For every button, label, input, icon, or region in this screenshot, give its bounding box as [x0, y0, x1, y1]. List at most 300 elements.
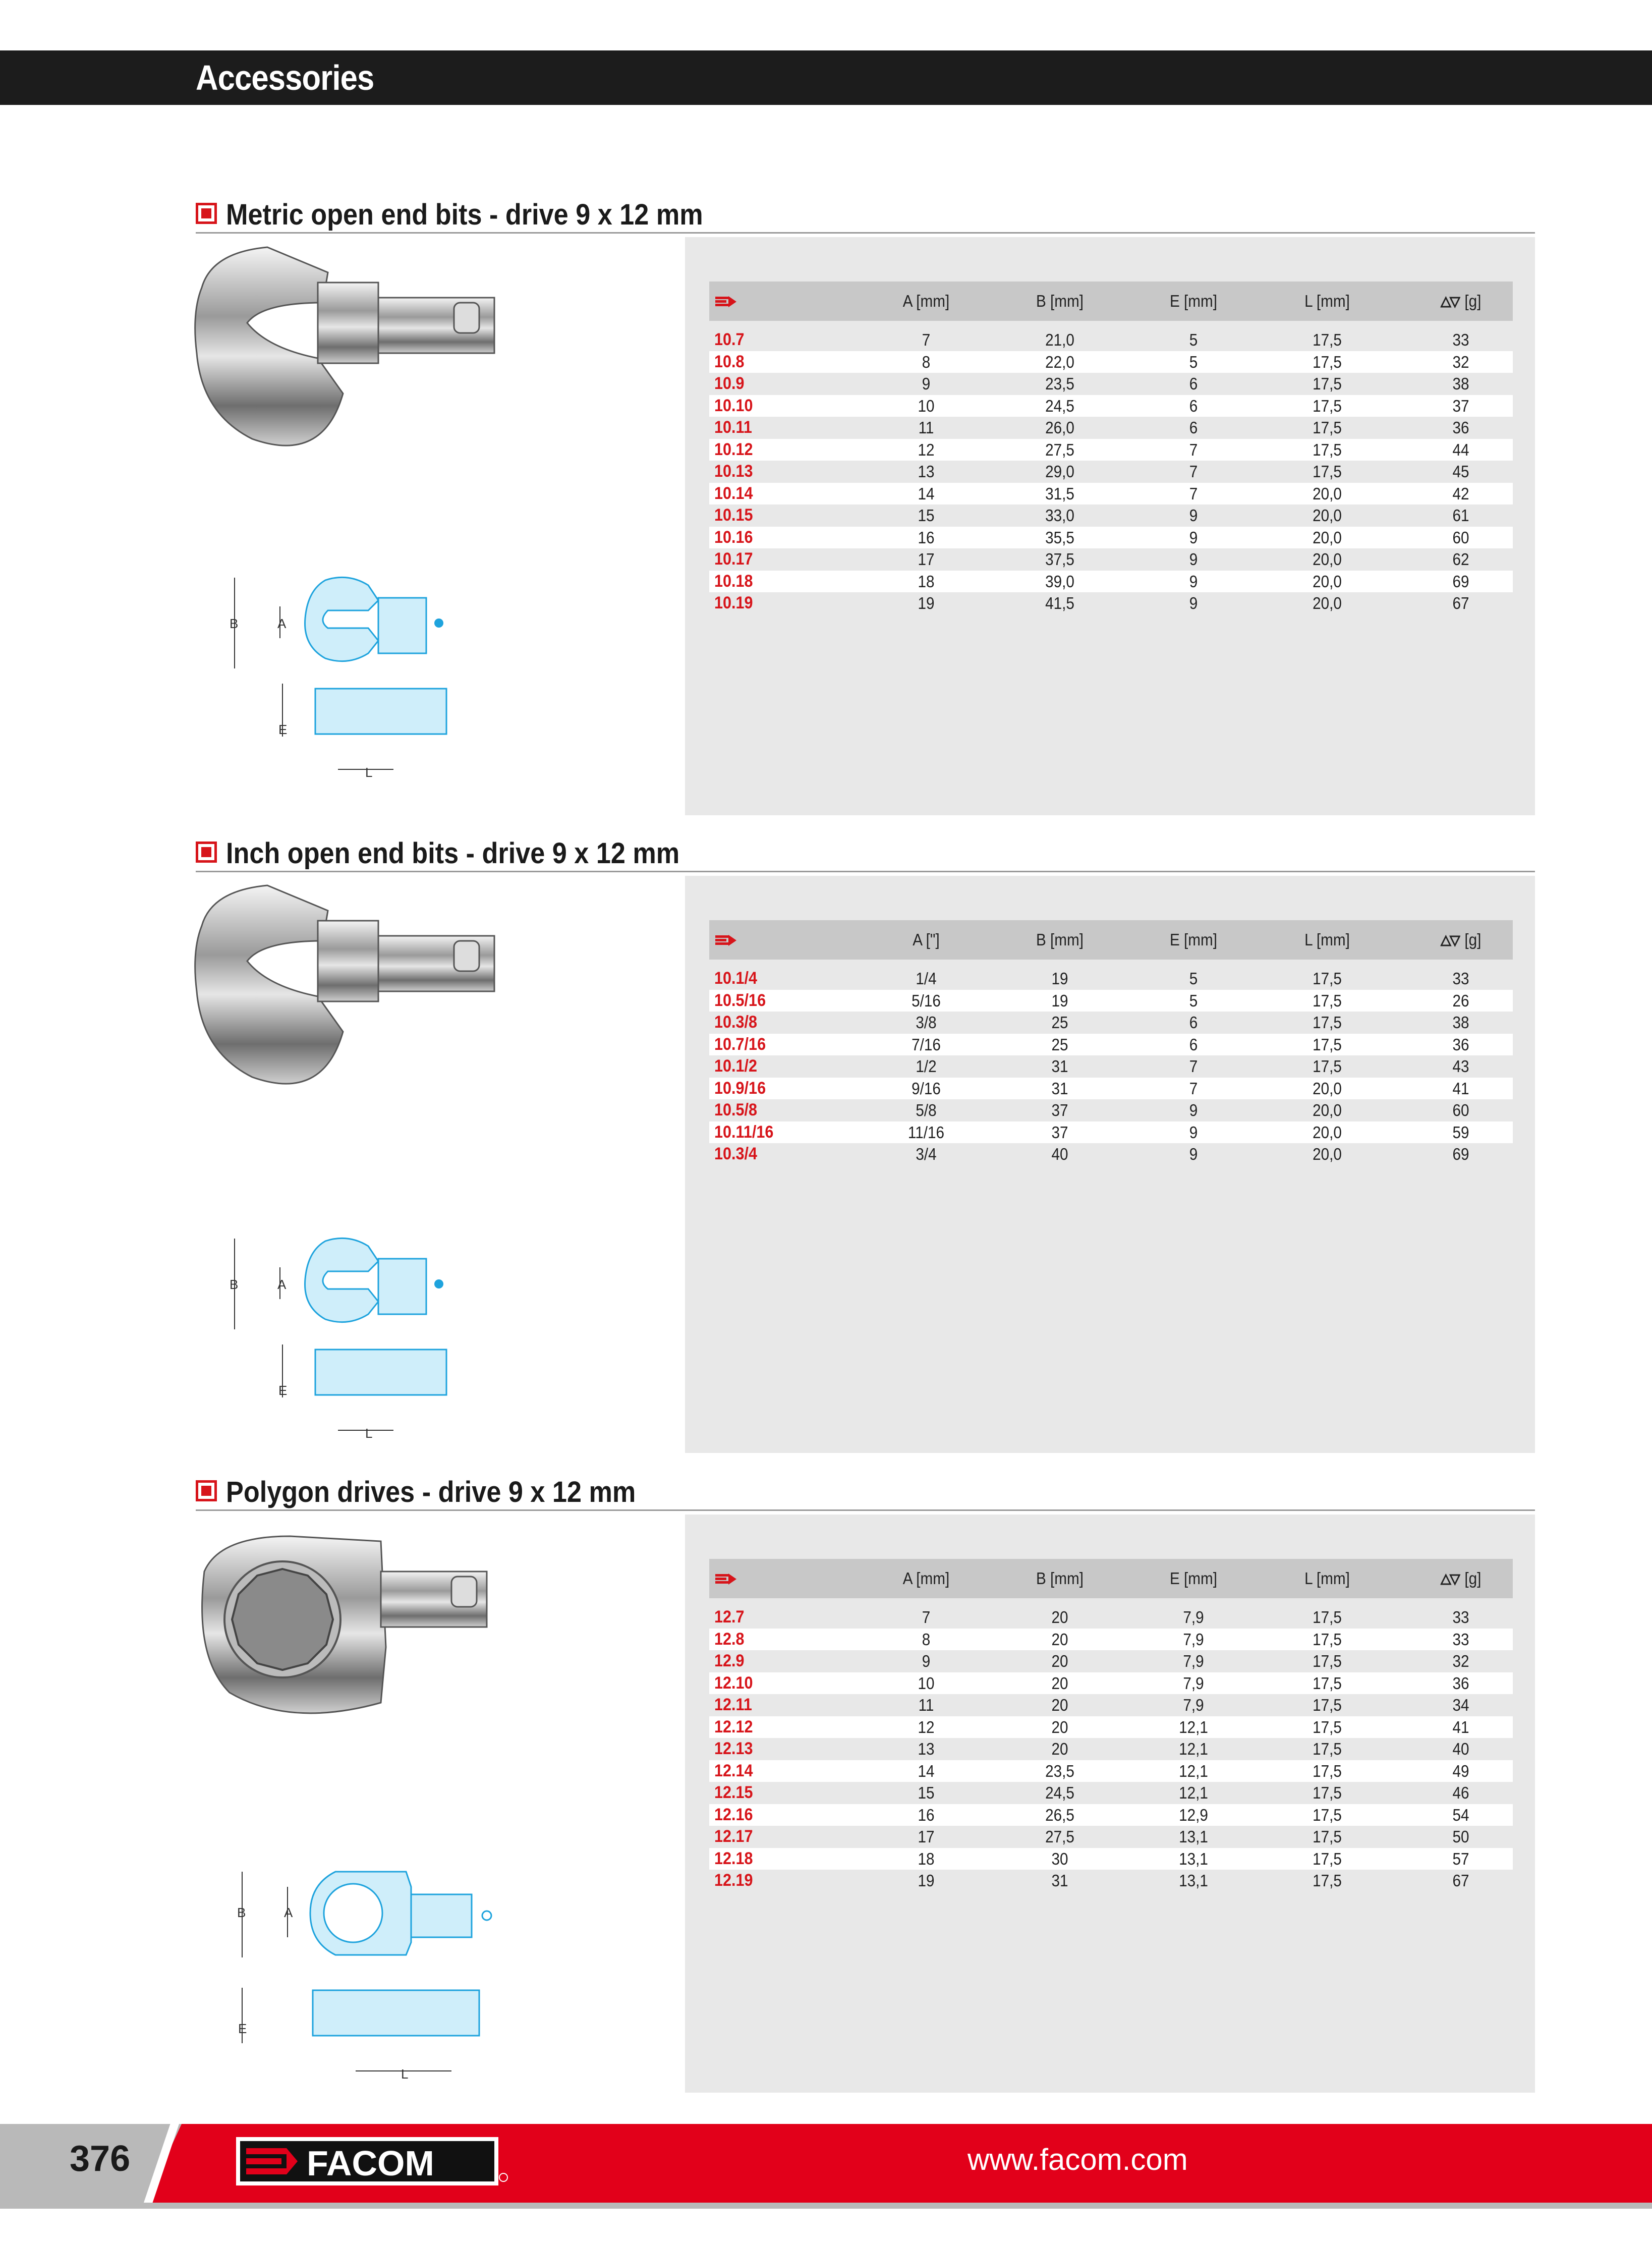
table-row	[709, 1694, 1513, 1716]
column-header: A ["]	[913, 930, 940, 949]
dimension-label-a: A	[284, 1905, 293, 1920]
table-cell: 20,0	[1313, 1123, 1342, 1142]
table-cell: 54	[1452, 1805, 1469, 1824]
table-cell: 7/16	[912, 1035, 941, 1054]
column-header: L [mm]	[1304, 1569, 1350, 1588]
table-row	[709, 1650, 1513, 1672]
product-reference: 12.11	[714, 1695, 752, 1714]
table-cell: 19	[918, 1871, 935, 1890]
table-cell: 20,0	[1313, 550, 1342, 569]
section-title	[196, 835, 1535, 872]
product-reference: 10.10	[714, 396, 753, 415]
product-reference: 12.16	[714, 1805, 753, 1824]
table-cell: 20	[1051, 1630, 1068, 1649]
weight-icon	[1441, 296, 1461, 309]
table-cell: 17,5	[1313, 1783, 1342, 1802]
table-cell: 7	[1189, 462, 1198, 481]
table-row	[709, 1782, 1513, 1804]
table-row	[709, 329, 1513, 351]
table-cell: 9	[1189, 1145, 1198, 1163]
table-cell: 24,5	[1045, 1783, 1074, 1802]
table-row	[709, 1629, 1513, 1651]
table-cell: 33,0	[1045, 506, 1074, 525]
table-cell: 5/16	[912, 991, 941, 1010]
table-cell: 69	[1452, 1145, 1469, 1163]
table-cell: 19	[1051, 991, 1068, 1010]
open-end-dimension-diagram	[217, 570, 479, 787]
table-row	[709, 461, 1513, 483]
table-cell: 14	[918, 484, 935, 503]
product-reference: 10.7/16	[714, 1034, 766, 1054]
table-cell: 14	[918, 1761, 935, 1780]
product-reference: 12.7	[714, 1607, 745, 1627]
table-cell: 6	[1189, 1035, 1198, 1054]
table-row	[709, 1055, 1513, 1078]
table-cell: 12,1	[1179, 1717, 1208, 1736]
table-cell: 37,5	[1045, 550, 1074, 569]
table-row	[709, 483, 1513, 505]
product-reference: 12.13	[714, 1739, 753, 1758]
table-cell: 5	[1189, 969, 1198, 988]
table-cell: 13,1	[1179, 1871, 1208, 1890]
table-cell: 44	[1452, 440, 1469, 459]
table-cell: 20,0	[1313, 572, 1342, 591]
column-header: L [mm]	[1304, 292, 1350, 310]
table-row	[709, 504, 1513, 527]
table-cell: 60	[1452, 1101, 1469, 1119]
table-cell: 17,5	[1313, 440, 1342, 459]
table-cell: 9	[1189, 1123, 1198, 1142]
table-cell: 27,5	[1045, 440, 1074, 459]
column-header	[1415, 282, 1506, 321]
table-cell: 37	[1051, 1101, 1068, 1119]
table-row	[709, 1672, 1513, 1695]
table-row	[709, 1848, 1513, 1870]
column-header-label: [g]	[1460, 930, 1482, 949]
dimension-label-b: B	[230, 1277, 239, 1292]
table-cell: 6	[1189, 374, 1198, 393]
product-reference: 12.18	[714, 1848, 753, 1868]
table-cell: 36	[1452, 418, 1469, 437]
product-reference: 12.19	[714, 1871, 753, 1890]
table-cell: 17,5	[1313, 330, 1342, 349]
table-row	[709, 1606, 1513, 1629]
table-cell: 20	[1051, 1740, 1068, 1758]
table-cell: 17,5	[1313, 1805, 1342, 1824]
table-cell: 29,0	[1045, 462, 1074, 481]
brand-name: FACOM	[307, 2144, 434, 2183]
table-row	[709, 1738, 1513, 1760]
table-cell: 17,5	[1313, 462, 1342, 481]
table-cell: 41	[1452, 1717, 1469, 1736]
table-cell: 10	[918, 396, 935, 415]
table-cell: 32	[1452, 1652, 1469, 1670]
table-row	[709, 527, 1513, 549]
table-cell: 7,9	[1183, 1652, 1204, 1670]
table-cell: 69	[1452, 572, 1469, 591]
table-cell: 1/4	[916, 969, 937, 988]
table-cell: 27,5	[1045, 1827, 1074, 1846]
column-header: B [mm]	[1036, 930, 1084, 949]
table-panel	[685, 1515, 1535, 2093]
table-cell: 31	[1051, 1057, 1068, 1076]
product-reference: 12.12	[714, 1717, 753, 1736]
table-row	[709, 1804, 1513, 1826]
table-cell: 12,1	[1179, 1783, 1208, 1802]
product-reference: 12.9	[714, 1651, 745, 1670]
table-cell: 11	[918, 1696, 934, 1714]
dimension-label-a: A	[277, 1277, 287, 1292]
column-header: A [mm]	[902, 1569, 950, 1588]
table-row	[709, 1826, 1513, 1848]
table-cell: 20,0	[1313, 528, 1342, 547]
table-cell: 12,1	[1179, 1740, 1208, 1758]
table-row	[709, 417, 1513, 439]
spec-table	[709, 1559, 1513, 1892]
table-cell: 43	[1452, 1057, 1469, 1076]
weight-icon	[1441, 934, 1461, 947]
table-cell: 9/16	[912, 1079, 941, 1098]
table-cell: 50	[1452, 1827, 1469, 1846]
dimension-label-l: L	[365, 1426, 373, 1441]
table-cell: 21,0	[1045, 330, 1074, 349]
table-cell: 31	[1051, 1079, 1068, 1098]
product-reference: 10.13	[714, 462, 753, 481]
table-cell: 23,5	[1045, 374, 1074, 393]
table-cell: 34	[1452, 1696, 1469, 1714]
product-reference: 12.14	[714, 1761, 753, 1780]
table-row	[709, 592, 1513, 614]
table-cell: 6	[1189, 1013, 1198, 1032]
column-header	[1415, 1559, 1506, 1598]
table-cell: 17	[918, 550, 935, 569]
section-title-text: Metric open end bits - drive 9 x 12 mm	[226, 198, 703, 231]
section-square-icon	[196, 842, 217, 863]
product-reference: 10.1/4	[714, 969, 758, 988]
table-cell: 25	[1051, 1035, 1068, 1054]
table-cell: 46	[1452, 1783, 1469, 1802]
dimension-label-a: A	[277, 616, 287, 631]
table-cell: 32	[1452, 352, 1469, 371]
dimension-label-e: E	[238, 2021, 247, 2036]
table-cell: 19	[1051, 969, 1068, 988]
table-row	[709, 373, 1513, 395]
table-cell: 5	[1189, 330, 1198, 349]
product-reference: 10.14	[714, 483, 753, 503]
table-cell: 7,9	[1183, 1673, 1204, 1693]
dimension-label-b: B	[237, 1905, 246, 1920]
table-cell: 61	[1452, 506, 1469, 525]
table-cell: 26,5	[1045, 1805, 1074, 1824]
table-cell: 17,5	[1313, 396, 1342, 415]
table-cell: 38	[1452, 374, 1469, 393]
table-cell: 25	[1051, 1013, 1068, 1032]
table-cell: 9	[1189, 1101, 1198, 1119]
weight-icon	[1441, 1573, 1461, 1586]
dimension-label-b: B	[230, 616, 239, 631]
table-cell: 17,5	[1313, 1761, 1342, 1780]
dimension-label-l: L	[401, 2066, 409, 2082]
table-cell: 45	[1452, 462, 1469, 481]
table-cell: 31,5	[1045, 484, 1074, 503]
table-cell: 17,5	[1313, 1849, 1342, 1868]
table-row	[709, 548, 1513, 571]
column-header: B [mm]	[1036, 292, 1084, 310]
table-cell: 7,9	[1183, 1608, 1204, 1627]
table-row	[709, 1143, 1513, 1165]
table-row	[709, 1034, 1513, 1056]
table-cell: 24,5	[1045, 396, 1074, 415]
column-header-label: [g]	[1460, 292, 1482, 310]
column-header-label: [g]	[1460, 1569, 1482, 1588]
table-cell: 30	[1051, 1849, 1068, 1868]
table-cell: 20	[1051, 1717, 1068, 1736]
website-link[interactable]: www.facom.com	[967, 2143, 1188, 2176]
table-cell: 17,5	[1313, 1013, 1342, 1032]
table-cell: 35,5	[1045, 528, 1074, 547]
table-cell: 7	[1189, 484, 1198, 503]
table-cell: 10	[918, 1673, 935, 1693]
product-reference: 10.15	[714, 506, 753, 525]
column-header: B [mm]	[1036, 1569, 1084, 1588]
table-cell: 9	[922, 374, 931, 393]
spec-table	[709, 920, 1513, 1165]
table-row	[709, 439, 1513, 461]
table-cell: 20,0	[1313, 484, 1342, 503]
table-cell: 20	[1051, 1608, 1068, 1627]
table-cell: 17,5	[1313, 418, 1342, 437]
table-cell: 15	[918, 1783, 935, 1802]
page-title: Accessories	[196, 58, 374, 97]
product-reference: 12.10	[714, 1673, 753, 1693]
table-cell: 8	[922, 352, 931, 371]
product-reference: 10.1/2	[714, 1056, 758, 1076]
table-cell: 49	[1452, 1761, 1469, 1780]
table-row	[709, 1099, 1513, 1122]
table-row	[709, 968, 1513, 990]
reference-icon	[715, 295, 738, 308]
table-row	[709, 1760, 1513, 1782]
table-cell: 16	[918, 528, 935, 547]
table-cell: 20,0	[1313, 506, 1342, 525]
table-cell: 20	[1051, 1652, 1068, 1670]
table-cell: 36	[1452, 1673, 1469, 1693]
table-cell: 15	[918, 506, 935, 525]
table-cell: 38	[1452, 1013, 1469, 1032]
table-cell: 40	[1452, 1740, 1469, 1758]
table-cell: 18	[918, 1849, 935, 1868]
table-panel	[685, 237, 1535, 815]
table-cell: 9	[1189, 550, 1198, 569]
table-cell: 1/2	[916, 1057, 937, 1076]
table-cell: 26	[1452, 991, 1469, 1010]
table-cell: 22,0	[1045, 352, 1074, 371]
table-cell: 12	[918, 440, 935, 459]
product-reference: 10.9/16	[714, 1078, 766, 1098]
table-cell: 26,0	[1045, 418, 1074, 437]
table-row	[709, 1012, 1513, 1034]
table-cell: 67	[1452, 594, 1469, 612]
table-cell: 6	[1189, 396, 1198, 415]
table-row	[709, 1870, 1513, 1892]
table-cell: 33	[1452, 969, 1469, 988]
table-cell: 7	[922, 1608, 931, 1627]
table-cell: 67	[1452, 1871, 1469, 1890]
table-cell: 40	[1051, 1145, 1068, 1163]
table-cell: 5/8	[916, 1101, 937, 1119]
table-cell: 9	[1189, 594, 1198, 612]
table-cell: 62	[1452, 550, 1469, 569]
table-cell: 20,0	[1313, 1101, 1342, 1119]
column-header: E [mm]	[1169, 930, 1218, 949]
table-cell: 20,0	[1313, 1079, 1342, 1098]
table-cell: 20,0	[1313, 594, 1342, 612]
table-cell: 17,5	[1313, 1827, 1342, 1846]
table-cell: 11	[918, 418, 934, 437]
table-cell: 17,5	[1313, 352, 1342, 371]
product-reference: 10.18	[714, 571, 753, 591]
section-square-icon	[196, 1480, 217, 1501]
table-cell: 20,0	[1313, 1145, 1342, 1163]
table-cell: 5	[1189, 991, 1198, 1010]
table-cell: 33	[1452, 1608, 1469, 1627]
footer-underline	[0, 2203, 1652, 2209]
column-header: E [mm]	[1169, 1569, 1218, 1588]
table-cell: 6	[1189, 418, 1198, 437]
table-cell: 9	[922, 1652, 931, 1670]
table-cell: 31	[1051, 1871, 1068, 1890]
table-cell: 17	[918, 1827, 935, 1846]
table-cell: 17,5	[1313, 1673, 1342, 1693]
dimension-label-e: E	[278, 1383, 288, 1398]
table-panel	[685, 876, 1535, 1453]
column-header: A [mm]	[902, 292, 950, 310]
table-header	[709, 1559, 1513, 1598]
table-cell: 37	[1452, 396, 1469, 415]
table-header	[709, 920, 1513, 960]
reference-icon	[715, 1573, 738, 1586]
product-reference: 10.5/16	[714, 990, 766, 1010]
table-cell: 9	[1189, 572, 1198, 591]
column-header: L [mm]	[1304, 930, 1350, 949]
product-reference: 10.5/8	[714, 1100, 758, 1119]
inch-open-end-bit-photo	[192, 880, 515, 1123]
table-row	[709, 395, 1513, 417]
polygon-drive-photo	[189, 1526, 512, 1738]
table-cell: 9	[1189, 528, 1198, 547]
table-row	[709, 1122, 1513, 1144]
table-cell: 9	[1189, 506, 1198, 525]
table-cell: 7,9	[1183, 1696, 1204, 1714]
product-reference: 12.8	[714, 1629, 745, 1649]
table-cell: 60	[1452, 528, 1469, 547]
reference-icon	[715, 934, 738, 947]
table-cell: 33	[1452, 1630, 1469, 1649]
table-cell: 7	[1189, 440, 1198, 459]
table-cell: 12,9	[1179, 1805, 1208, 1824]
table-cell: 23,5	[1045, 1761, 1074, 1780]
table-cell: 16	[918, 1805, 935, 1824]
product-reference: 10.19	[714, 593, 753, 612]
table-cell: 3/4	[916, 1145, 937, 1163]
table-cell: 7	[1189, 1079, 1198, 1098]
product-reference: 10.8	[714, 352, 745, 371]
section-title-text: Polygon drives - drive 9 x 12 mm	[226, 1476, 636, 1508]
spec-table	[709, 282, 1513, 614]
table-cell: 37	[1051, 1123, 1068, 1142]
table-cell: 17,5	[1313, 374, 1342, 393]
table-cell: 18	[918, 572, 935, 591]
facom-logo	[236, 2137, 508, 2185]
product-reference: 10.17	[714, 549, 753, 569]
table-cell: 17,5	[1313, 1717, 1342, 1736]
section-title	[196, 1474, 1535, 1511]
open-end-bit-photo	[192, 242, 515, 484]
table-cell: 41	[1452, 1079, 1469, 1098]
table-cell: 13	[918, 462, 935, 481]
table-cell: 17,5	[1313, 1740, 1342, 1758]
product-reference: 12.15	[714, 1783, 753, 1802]
table-cell: 11/16	[907, 1123, 945, 1142]
table-cell: 17,5	[1313, 1630, 1342, 1649]
table-cell: 19	[918, 594, 935, 612]
section-title-text: Inch open end bits - drive 9 x 12 mm	[226, 837, 680, 870]
table-cell: 20	[1051, 1696, 1068, 1714]
header-bar	[0, 50, 1652, 105]
product-reference: 10.9	[714, 374, 745, 393]
table-cell: 7	[922, 330, 931, 349]
table-cell: 3/8	[916, 1013, 937, 1032]
table-header	[709, 282, 1513, 321]
table-cell: 13,1	[1179, 1827, 1208, 1846]
table-cell: 36	[1452, 1035, 1469, 1054]
table-cell: 57	[1452, 1849, 1469, 1868]
inch-dimension-diagram	[217, 1231, 479, 1448]
product-reference: 10.12	[714, 439, 753, 459]
column-header	[1415, 920, 1506, 960]
product-reference: 12.17	[714, 1827, 753, 1846]
polygon-dimension-diagram	[230, 1867, 512, 2089]
dimension-label-e: E	[278, 722, 288, 737]
page-number: 376	[70, 2139, 131, 2179]
table-row	[709, 1078, 1513, 1100]
table-cell: 13,1	[1179, 1849, 1208, 1868]
table-cell: 20	[1051, 1673, 1068, 1693]
section-title	[196, 197, 1535, 234]
column-header: E [mm]	[1169, 292, 1218, 310]
product-reference: 10.16	[714, 527, 753, 547]
table-cell: 12,1	[1179, 1761, 1208, 1780]
dimension-label-l: L	[365, 765, 373, 780]
product-reference: 10.3/4	[714, 1144, 758, 1163]
table-cell: 5	[1189, 352, 1198, 371]
section-square-icon	[196, 203, 217, 224]
table-cell: 17,5	[1313, 969, 1342, 988]
table-cell: 17,5	[1313, 1652, 1342, 1670]
table-row	[709, 1716, 1513, 1739]
table-cell: 17,5	[1313, 1608, 1342, 1627]
product-reference: 10.3/8	[714, 1013, 758, 1032]
table-cell: 17,5	[1313, 1871, 1342, 1890]
table-cell: 17,5	[1313, 991, 1342, 1010]
table-cell: 7,9	[1183, 1630, 1204, 1649]
table-cell: 42	[1452, 484, 1469, 503]
table-cell: 7	[1189, 1057, 1198, 1076]
table-cell: 59	[1452, 1123, 1469, 1142]
table-row	[709, 571, 1513, 593]
table-row	[709, 351, 1513, 373]
table-cell: 41,5	[1045, 594, 1074, 612]
